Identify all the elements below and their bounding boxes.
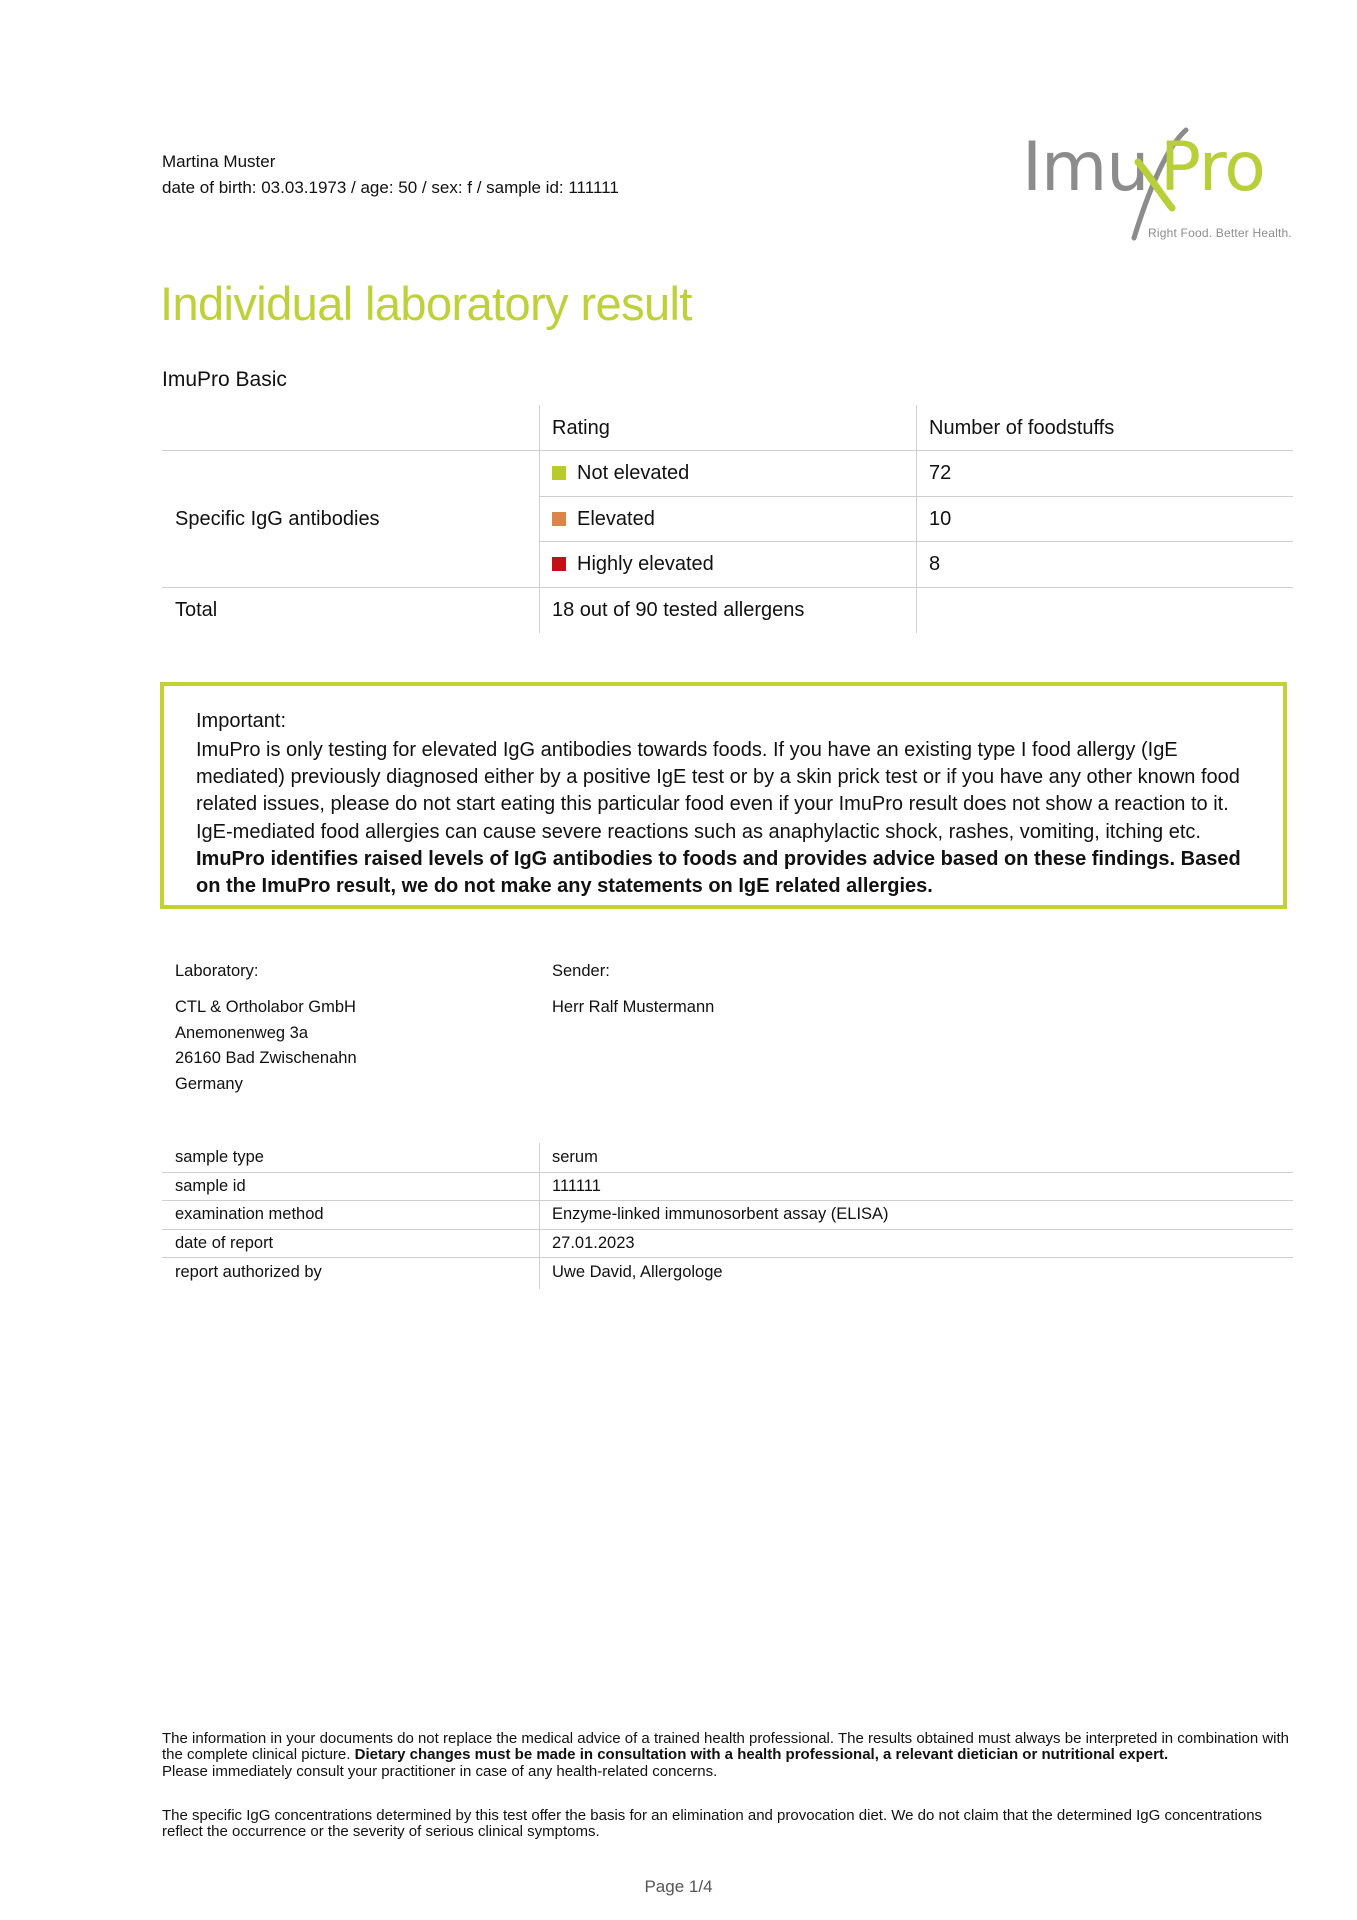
info-value-sample-type: serum: [552, 1148, 598, 1166]
imupro-logo: [1022, 126, 1302, 244]
info-value-sample-id: 111111: [552, 1177, 601, 1195]
info-value-date-of-report: 27.01.2023: [552, 1234, 635, 1252]
count-not-elevated: 72: [929, 462, 952, 484]
info-label-date-of-report: date of report: [175, 1234, 274, 1252]
rating-not-elevated: Not elevated: [577, 462, 690, 484]
total-value: 18 out of 90 tested allergens: [552, 599, 805, 621]
logo-tagline: Right Food. Better Health.: [1148, 226, 1292, 240]
count-elevated: 10: [929, 508, 952, 530]
results-table: [162, 405, 1293, 633]
specific-igg-label: Specific IgG antibodies: [175, 508, 380, 530]
important-title: Important:: [196, 710, 287, 732]
info-label-examination-method: examination method: [175, 1205, 324, 1223]
header-rating: Rating: [552, 417, 610, 439]
info-label-sample-type: sample type: [175, 1148, 264, 1166]
patient-name: Martina Muster: [162, 152, 276, 171]
footer-disclaimer-1: [162, 1731, 1302, 1780]
header-number-of-foodstuffs: Number of foodstuffs: [929, 417, 1115, 439]
product-name: ImuPro Basic: [162, 368, 287, 391]
page-title: Individual laboratory result: [160, 277, 692, 330]
highly-elevated-swatch-icon: [552, 557, 566, 571]
sample-info-table: [162, 1143, 1293, 1289]
total-label: Total: [175, 599, 218, 621]
logo-word-imu: Imu: [1022, 128, 1149, 207]
footer-disclaimer-2: The specific IgG concentrations determined by this test offer the basis for an elimination and provocation diet. We do not claim that the determined IgG concentrations reflect the occurrence or the severity of serious clinical symptoms.: [162, 1807, 1263, 1841]
footer-p1-regular: The information in your documents do not replace the medical advice of a trained health professional. The results obtained must always be interpreted in combination with the complete clinical picture.: [162, 1730, 1290, 1764]
rating-elevated: Elevated: [577, 508, 655, 530]
count-highly-elevated: 8: [929, 553, 941, 575]
sender-name: Herr Ralf Mustermann: [552, 998, 715, 1016]
page-number: Page 1/4: [644, 1877, 713, 1896]
laboratory-line: 26160 Bad Zwischenahn: [175, 1049, 357, 1067]
sender-label: Sender:: [552, 962, 610, 980]
rating-highly-elevated: Highly elevated: [577, 553, 714, 575]
info-value-examination-method: Enzyme-linked immunosorbent assay (ELISA): [552, 1205, 889, 1223]
elevated-swatch-icon: [552, 512, 566, 526]
footer-p1-end: Please immediately consult your practitioner in case of any health-related concerns.: [162, 1762, 718, 1780]
logo-word-pro: Pro: [1160, 128, 1265, 207]
laboratory-line: Germany: [175, 1074, 243, 1093]
important-body-bold: ImuPro identifies raised levels of IgG antibodies to foods and provides advice based on these findings. Based on the ImuPro result, we do not make any statements on IgE related allergies.: [196, 847, 1241, 898]
laboratory-address: [175, 995, 357, 1097]
laboratory-label: Laboratory:: [175, 962, 259, 980]
info-value-report-authorized-by: Uwe David, Allergologe: [552, 1263, 723, 1281]
important-body-regular: ImuPro is only testing for elevated IgG antibodies towards foods. If you have an existing type I food allergy (IgE mediated) previously diagnosed either by a positive IgE test or by a skin prick test or if you have any other known food related issues, please do not start eating this particular food even if your ImuPro result does not show a reaction to it. IgE-mediated food allergies can cause severe reactions such as anaphylactic shock, rashes, vomiting, itching etc.: [196, 739, 1240, 843]
footer-p1-bold: Dietary changes must be made in consultation with a health professional, a relevant dietician or nutritional expert.: [354, 1746, 1169, 1764]
not-elevated-swatch-icon: [552, 466, 566, 480]
important-notice-box: [160, 682, 1287, 909]
info-label-report-authorized-by: report authorized by: [175, 1263, 322, 1281]
important-body: [196, 737, 1266, 900]
laboratory-line: CTL & Ortholabor GmbH: [175, 998, 356, 1016]
laboratory-line: Anemonenweg 3a: [175, 1023, 309, 1042]
patient-details: date of birth: 03.03.1973 / age: 50 / sex: f / sample id: 111111: [162, 178, 619, 197]
info-label-sample-id: sample id: [175, 1177, 246, 1195]
